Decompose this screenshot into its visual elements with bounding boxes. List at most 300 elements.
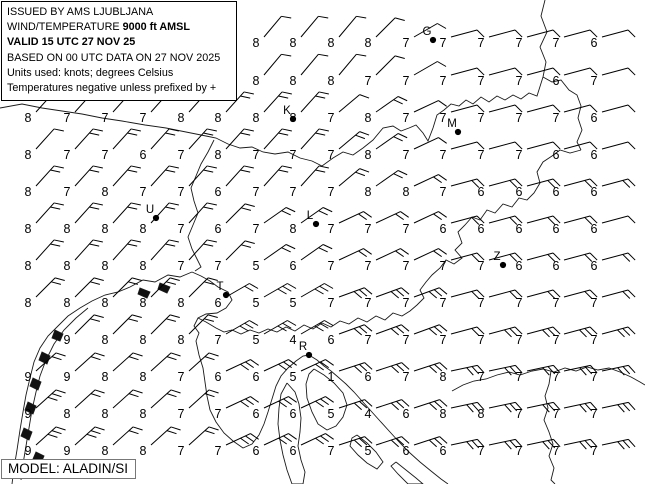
temperature-label: 7 xyxy=(515,36,523,50)
wind-barb-feather xyxy=(467,442,474,449)
temperature-label: 7 xyxy=(364,333,372,347)
wind-barb-staff xyxy=(339,400,365,408)
temperature-label: 7 xyxy=(590,333,598,347)
wind-barb-feather xyxy=(55,278,65,281)
wind-barb-feather xyxy=(129,431,139,434)
wind-barb-feather xyxy=(628,179,635,186)
temperature-label: 8 xyxy=(177,333,185,347)
wind-barb-feather xyxy=(203,244,213,246)
temperature-label: 7 xyxy=(327,296,335,310)
wind-barb-feather xyxy=(433,251,441,257)
temperature-label: 6 xyxy=(289,407,297,421)
temperature-label: 8 xyxy=(101,296,109,310)
wind-barb-feather xyxy=(618,405,625,412)
wind-barb-feather xyxy=(364,325,372,331)
temperature-label: 8 xyxy=(439,407,447,421)
wind-barb-feather xyxy=(244,166,254,168)
wind-barb-staff xyxy=(36,129,54,149)
wind-barb-staff xyxy=(113,166,131,186)
temperature-label: 7 xyxy=(214,444,222,458)
wind-barb-feather xyxy=(203,207,213,209)
temperature-label: 7 xyxy=(327,444,335,458)
wind-barb-feather xyxy=(171,390,181,393)
temperature-label: 7 xyxy=(515,370,523,384)
wind-barb-feather xyxy=(402,363,409,370)
temperature-label: 6 xyxy=(402,407,410,421)
temperature-label: 8 xyxy=(252,36,260,50)
wind-barb-staff xyxy=(264,16,281,37)
wind-barb-feather xyxy=(391,366,398,373)
temperature-label: 7 xyxy=(364,259,372,273)
header-line: BASED ON 00 UTC DATA ON 27 NOV 2025 xyxy=(7,51,221,64)
temperature-label: 6 xyxy=(515,222,523,236)
temperature-label: 7 xyxy=(590,296,598,310)
temperature-label: 7 xyxy=(477,111,485,125)
wind-barb-staff xyxy=(339,212,363,223)
wind-barb-staff xyxy=(376,134,398,149)
wind-barb-staff xyxy=(602,142,628,149)
wind-barb-feather xyxy=(127,170,137,172)
wind-barb-staff xyxy=(226,204,245,223)
temperature-label: 8 xyxy=(63,222,71,236)
wind-barb-staff xyxy=(151,390,171,408)
wind-barb-staff xyxy=(414,175,438,186)
wind-barb-feather xyxy=(278,96,288,98)
wind-barb-feather xyxy=(241,208,251,211)
wind-barb-staff xyxy=(189,129,207,149)
wind-barb-feather xyxy=(132,278,142,281)
temperature-label: 8 xyxy=(101,185,109,199)
wind-barb-feather xyxy=(278,326,287,331)
wind-barb-feather xyxy=(395,251,403,257)
temperature-label: 6 xyxy=(252,407,260,421)
temperature-label: 7 xyxy=(63,148,71,162)
wind-barb-feather xyxy=(398,97,407,101)
wind-barb-staff xyxy=(264,284,287,298)
temperature-label: 7 xyxy=(477,296,485,310)
wind-barb-feather xyxy=(319,92,329,94)
city-marker xyxy=(313,221,319,227)
wind-barb-feather xyxy=(132,315,142,318)
wind-barb-feather xyxy=(56,390,66,393)
temperature-label: 7 xyxy=(177,259,185,273)
wind-barb-feather xyxy=(93,129,103,131)
wind-barb-staff xyxy=(226,284,249,298)
wind-barb-staff xyxy=(602,68,628,75)
wind-barb-staff xyxy=(339,54,356,75)
wind-barb-feather xyxy=(505,442,512,449)
wind-barb-feather xyxy=(440,437,447,444)
wind-barb-feather xyxy=(354,403,361,410)
wind-barb-staff xyxy=(113,203,131,223)
wind-barb-staff xyxy=(414,138,438,149)
wind-barb-feather xyxy=(363,249,371,255)
temperature-label: 6 xyxy=(552,74,560,88)
wind-barb-feather xyxy=(209,427,219,430)
wind-barb-feather xyxy=(358,214,366,220)
border-coastline xyxy=(540,0,547,77)
wind-barb-feather xyxy=(354,366,361,373)
wind-barb-staff xyxy=(264,208,286,223)
wind-barb-feather xyxy=(95,353,105,356)
wind-barb-staff xyxy=(414,400,440,408)
wind-barb-feather xyxy=(286,208,295,212)
wind-barb-feather xyxy=(129,394,139,397)
temperature-label: 7 xyxy=(177,407,185,421)
wind-barb-feather xyxy=(278,289,287,294)
temperature-label: 7 xyxy=(402,222,410,236)
lagoon-island xyxy=(39,352,50,364)
temperature-label: 6 xyxy=(252,370,260,384)
wind-barb-feather xyxy=(315,289,324,294)
wind-barb-feather xyxy=(245,286,254,291)
temperature-label: 7 xyxy=(177,185,185,199)
wind-barb-staff xyxy=(301,245,323,260)
temperature-label: 7 xyxy=(477,148,485,162)
wind-barb-staff xyxy=(376,288,401,297)
wind-barb-staff xyxy=(75,390,95,408)
temperature-label: 7 xyxy=(252,148,260,162)
wind-barb-feather xyxy=(365,363,372,370)
wind-barb-staff xyxy=(339,325,364,334)
temperature-label: 7 xyxy=(552,296,560,310)
wind-barb-feather xyxy=(319,248,328,252)
wind-barb-feather xyxy=(402,400,409,407)
wind-barb-feather xyxy=(56,427,66,430)
temperature-label: 9 xyxy=(63,370,71,384)
wind-barb-feather xyxy=(165,207,175,209)
temperature-label: 7 xyxy=(402,111,410,125)
temperature-label: 7 xyxy=(402,36,410,50)
temperature-label: 6 xyxy=(402,444,410,458)
temperature-label: 4 xyxy=(364,407,372,421)
temperature-label: 7 xyxy=(402,148,410,162)
temperature-label: 7 xyxy=(402,296,410,310)
temperature-label: 7 xyxy=(402,259,410,273)
wind-barb-feather xyxy=(133,353,143,356)
wind-barb-staff xyxy=(36,203,54,223)
wind-barb-feather xyxy=(203,170,213,172)
temperature-label: 7 xyxy=(439,333,447,347)
temperature-label: 7 xyxy=(439,148,447,162)
wind-barb-feather xyxy=(89,244,99,246)
wind-barb-feather xyxy=(623,291,630,298)
temperature-label: 8 xyxy=(101,370,109,384)
wind-barb-feather xyxy=(394,137,403,141)
wind-barb-feather xyxy=(50,170,60,172)
wind-barb-feather xyxy=(628,439,635,446)
wind-barb-feather xyxy=(433,214,441,220)
temperature-label: 7 xyxy=(252,222,260,236)
temperature-label: 8 xyxy=(214,111,222,125)
wind-barb-feather xyxy=(438,138,446,144)
wind-barb-feather xyxy=(319,129,329,131)
wind-barb-staff xyxy=(602,216,628,223)
wind-barb-feather xyxy=(429,292,437,298)
temperature-label: 6 xyxy=(552,148,560,162)
wind-barb-staff xyxy=(376,400,402,408)
wind-barb-feather xyxy=(628,402,635,409)
wind-barb-staff xyxy=(189,390,209,408)
temperature-label: 8 xyxy=(101,333,109,347)
wind-barb-feather xyxy=(580,405,587,412)
wind-barb-feather xyxy=(95,390,105,393)
temperature-label: 8 xyxy=(101,222,109,236)
wind-barb-feather xyxy=(170,315,180,318)
wind-barb-feather xyxy=(543,368,550,375)
temperature-label: 7 xyxy=(477,36,485,50)
wind-barb-feather xyxy=(315,170,325,172)
wind-barb-feather xyxy=(131,203,141,205)
temperature-label: 7 xyxy=(477,259,485,273)
wind-barb-feather xyxy=(131,240,141,242)
wind-barb-feather xyxy=(319,211,328,215)
wind-barb-feather xyxy=(245,436,253,442)
wind-barb-feather xyxy=(54,129,64,131)
temperature-label: 8 xyxy=(139,259,147,273)
temperature-label: 7 xyxy=(139,185,147,199)
wind-barb-staff xyxy=(602,30,628,37)
wind-barb-staff xyxy=(339,95,360,112)
wind-barb-feather xyxy=(355,172,364,175)
wind-barb-staff xyxy=(414,62,437,76)
wind-barb-feather xyxy=(318,54,328,56)
wind-barb-staff xyxy=(564,105,590,112)
wind-barb-staff xyxy=(301,16,318,37)
temperature-label: 7 xyxy=(477,74,485,88)
wind-barb-feather xyxy=(165,133,175,135)
temperature-label: 7 xyxy=(515,407,523,421)
temperature-label: 8 xyxy=(252,74,260,88)
wind-barb-feather xyxy=(504,330,511,337)
temperature-label: 8 xyxy=(364,185,372,199)
wind-barb-feather xyxy=(438,212,446,218)
chart-header-box xyxy=(1,1,237,101)
wind-barb-staff xyxy=(489,105,515,112)
wind-barb-feather xyxy=(50,244,60,246)
wind-barb-feather xyxy=(51,282,61,285)
wind-barb-feather xyxy=(628,68,635,75)
temperature-label: 6 xyxy=(590,148,598,162)
temperature-label: 8 xyxy=(364,111,372,125)
temperature-label: 7 xyxy=(177,370,185,384)
wind-barb-feather xyxy=(167,357,177,360)
wind-barb-staff xyxy=(527,68,553,75)
temperature-label: 6 xyxy=(590,111,598,125)
wind-barb-feather xyxy=(401,288,409,294)
temperature-label: 7 xyxy=(63,185,71,199)
temperature-label: 8 xyxy=(139,444,147,458)
wind-barb-staff xyxy=(376,18,395,37)
temperature-label: 8 xyxy=(439,370,447,384)
wind-barb-feather xyxy=(128,319,138,322)
temperature-label: 8 xyxy=(289,222,297,236)
wind-barb-feather xyxy=(48,434,58,437)
wind-barb-feather xyxy=(166,319,176,322)
wind-barb-staff xyxy=(264,129,282,149)
temperature-label: 7 xyxy=(590,370,598,384)
wind-barb-feather xyxy=(325,434,333,440)
wind-barb-feather xyxy=(56,353,66,356)
wind-barb-staff xyxy=(376,56,395,75)
wind-barb-staff xyxy=(602,105,628,112)
wind-barb-feather xyxy=(323,208,332,212)
temperature-label: 7 xyxy=(402,370,410,384)
wind-barb-feather xyxy=(169,240,179,242)
wind-barb-feather xyxy=(282,248,291,252)
wind-barb-staff xyxy=(151,129,169,149)
wind-barb-feather xyxy=(169,166,179,168)
wind-barb-staff xyxy=(376,325,401,334)
wind-barb-feather xyxy=(127,133,137,135)
wind-barb-feather xyxy=(279,364,287,370)
wind-barb-staff xyxy=(264,397,288,408)
wind-barb-feather xyxy=(171,353,181,356)
temperature-label: 7 xyxy=(590,444,598,458)
temperature-label: 8 xyxy=(252,111,260,125)
wind-barb-feather xyxy=(623,441,630,448)
wind-barb-feather xyxy=(87,434,97,437)
wind-barb-feather xyxy=(360,95,369,98)
temperature-label: 7 xyxy=(515,296,523,310)
wind-barb-feather xyxy=(617,330,624,337)
temperature-label: 7 xyxy=(327,111,335,125)
wind-barb-feather xyxy=(283,436,291,442)
wind-barb-feather xyxy=(429,329,437,335)
wind-barb-feather xyxy=(52,431,62,434)
temperature-label: 9 xyxy=(63,444,71,458)
temperature-label: 6 xyxy=(289,444,297,458)
wind-barb-feather xyxy=(618,442,625,449)
border-coastline xyxy=(192,272,448,484)
temperature-label: 8 xyxy=(364,148,372,162)
wind-barb-feather xyxy=(207,203,217,205)
temperature-label: 8 xyxy=(139,333,147,347)
wind-barb-staff xyxy=(489,142,515,149)
temperature-label: 8 xyxy=(24,222,32,236)
wind-barb-feather xyxy=(240,133,250,135)
wind-barb-feather xyxy=(429,366,436,373)
temperature-label: 8 xyxy=(177,111,185,125)
wind-barb-feather xyxy=(250,397,258,403)
temperature-label: 7 xyxy=(552,333,560,347)
wind-barb-feather xyxy=(286,245,295,249)
temperature-label: 6 xyxy=(515,259,523,273)
wind-barb-staff xyxy=(36,278,55,297)
wind-barb-feather xyxy=(245,399,253,405)
wind-barb-feather xyxy=(165,170,175,172)
header-line: ISSUED BY AMS LJUBLJANA xyxy=(7,6,154,18)
wind-barb-staff xyxy=(189,427,209,445)
wind-barb-staff xyxy=(75,129,93,149)
wind-barb-feather xyxy=(287,321,296,326)
temperature-label: 8 xyxy=(327,74,335,88)
wind-barb-staff xyxy=(527,105,553,112)
wind-barb-staff xyxy=(527,142,553,149)
border-coastline xyxy=(544,371,555,484)
wind-barb-feather xyxy=(90,319,100,322)
wind-barb-feather xyxy=(167,431,177,434)
wind-barb-feather xyxy=(623,367,630,374)
temperature-label: 8 xyxy=(63,296,71,310)
wind-barb-feather xyxy=(318,16,328,18)
wind-barb-feather xyxy=(391,329,399,335)
temperature-label: 7 xyxy=(439,185,447,199)
wind-barb-staff xyxy=(113,240,131,260)
wind-barb-feather xyxy=(440,400,447,407)
temperature-label: 6 xyxy=(439,222,447,236)
wind-barb-feather xyxy=(204,319,214,322)
wind-barb-feather xyxy=(240,96,250,98)
wind-barb-feather xyxy=(391,440,398,447)
wind-barb-feather xyxy=(166,282,176,285)
header-line: VALID 15 UTC 27 NOV 25 xyxy=(7,36,136,49)
wind-barb-feather xyxy=(241,438,249,444)
wind-barb-feather xyxy=(133,427,143,430)
wind-barb-feather xyxy=(315,133,325,135)
wind-barb-feather xyxy=(127,207,137,209)
temperature-label: 7 xyxy=(552,370,560,384)
wind-barb-feather xyxy=(127,244,137,246)
wind-barb-feather xyxy=(281,54,291,56)
wind-barb-staff xyxy=(113,353,133,371)
wind-barb-staff xyxy=(113,129,131,149)
wind-barb-feather xyxy=(54,166,64,168)
city-label: Z xyxy=(493,251,501,263)
wind-barb-feather xyxy=(171,427,181,430)
wind-barb-staff xyxy=(36,240,54,260)
wind-barb-staff xyxy=(339,249,363,260)
wind-barb-feather xyxy=(355,135,364,138)
wind-barb-feather xyxy=(542,330,549,337)
wind-barb-feather xyxy=(356,16,366,18)
wind-barb-feather xyxy=(325,360,333,366)
temperature-label: 7 xyxy=(177,148,185,162)
temperature-label: 8 xyxy=(139,296,147,310)
wind-barb-feather xyxy=(429,440,436,447)
wind-barb-feather xyxy=(245,362,253,368)
city-marker xyxy=(500,262,506,268)
wind-barb-feather xyxy=(94,278,104,281)
wind-barb-feather xyxy=(323,245,332,249)
wind-barb-feather xyxy=(628,142,635,149)
temperature-label: 6 xyxy=(590,222,598,236)
wind-barb-feather xyxy=(89,207,99,209)
city-marker xyxy=(223,292,229,298)
wind-barb-staff xyxy=(414,288,439,297)
temperature-label: 8 xyxy=(139,407,147,421)
wind-barb-feather xyxy=(628,365,635,372)
wind-barb-feather xyxy=(250,360,258,366)
wind-barb-feather xyxy=(281,16,291,18)
wind-barb-feather xyxy=(205,431,215,434)
border-coastline xyxy=(543,77,582,150)
wind-barb-staff xyxy=(527,30,553,37)
wind-barb-feather xyxy=(354,292,362,298)
wind-barb-feather xyxy=(209,390,219,393)
wind-barb-feather xyxy=(354,329,362,335)
wind-barb-feather xyxy=(391,403,398,410)
wind-barb-feather xyxy=(354,440,361,447)
wind-barb-feather xyxy=(133,390,143,393)
temperature-label: 8 xyxy=(327,36,335,50)
wind-barb-feather xyxy=(320,286,329,291)
wind-barb-feather xyxy=(628,327,635,334)
city-label: G xyxy=(422,26,432,38)
wind-barb-feather xyxy=(398,134,407,138)
wind-barb-staff xyxy=(451,68,477,75)
temperature-label: 8 xyxy=(101,407,109,421)
